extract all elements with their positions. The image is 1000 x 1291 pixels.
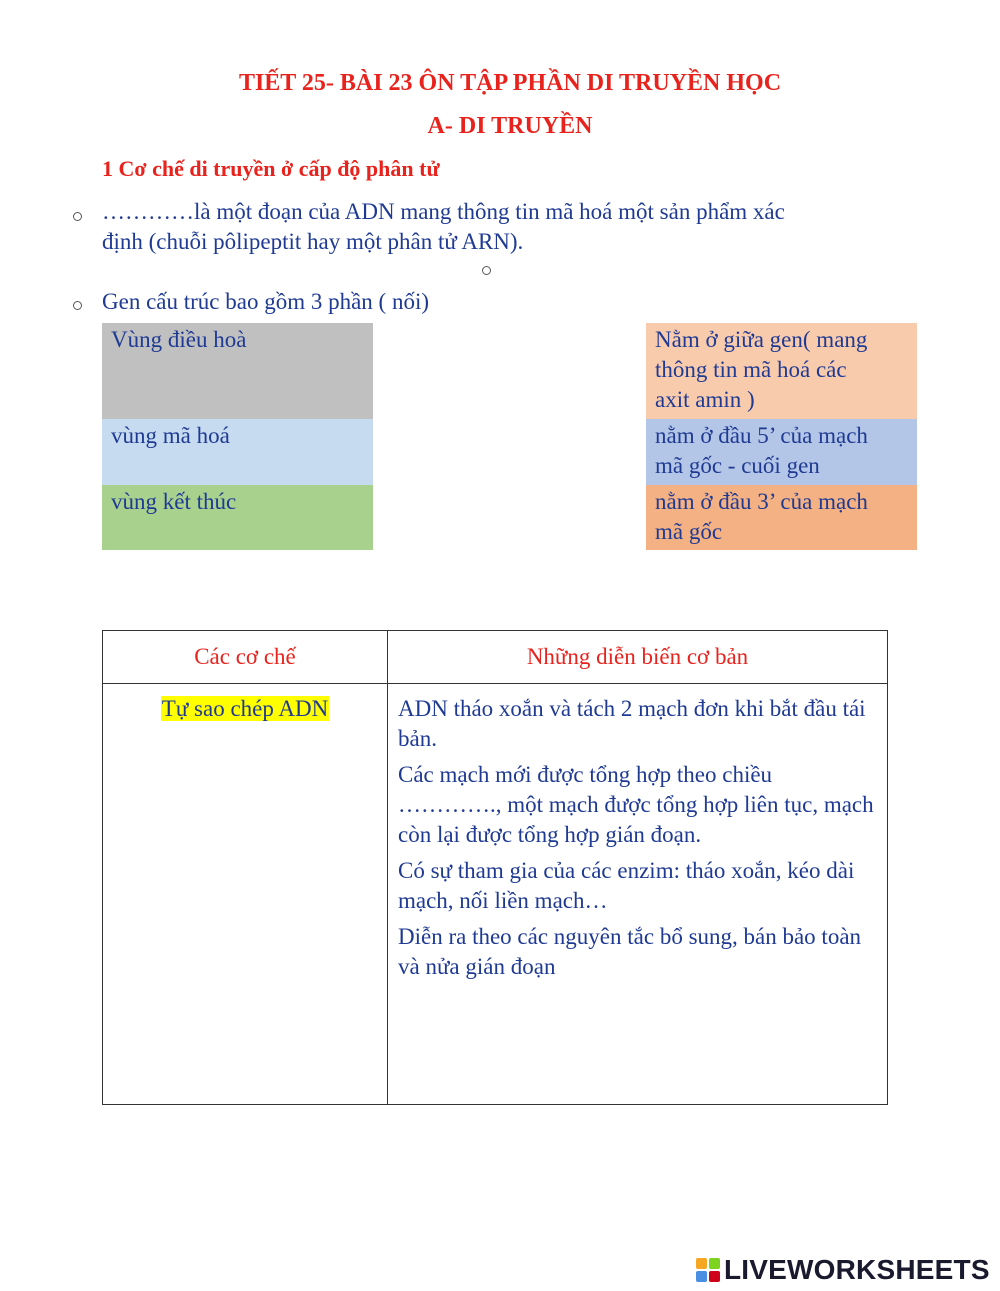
bullet-icon — [73, 212, 82, 221]
page-title: TIẾT 25- BÀI 23 ÔN TẬP PHẦN DI TRUYỀN HỌC — [238, 70, 782, 96]
question-structure: Gen cấu trúc bao gồm 3 phần ( nối) — [102, 289, 430, 314]
event-paragraph: ADN tháo xoắn và tách 2 mạch đơn khi bắt đầu tái bản. — [398, 696, 866, 751]
match-right-line: nằm ở đầu 3’ của mạch — [655, 489, 868, 514]
match-right-line: axit amin ) — [655, 387, 755, 412]
bullet-icon — [73, 301, 82, 310]
mechanism-label-highlighted: Tự sao chép ADN — [161, 696, 329, 721]
match-right-line: mã gốc - cuối gen — [655, 453, 820, 478]
page-subtitle: A- DI TRUYỀN — [427, 113, 593, 139]
table-header-row — [103, 631, 888, 684]
match-right-3prime[interactable] — [646, 485, 917, 550]
match-right-line: mã gốc — [655, 519, 723, 544]
table-cell-mechanism — [103, 684, 388, 1105]
match-right-middle[interactable] — [646, 323, 917, 419]
liveworksheets-brand: LIVEWORKSHEETS — [724, 1254, 990, 1285]
match-right-line: thông tin mã hoá các — [655, 357, 847, 382]
event-paragraph: Có sự tham gia của các enzim: tháo xoắn, kéo dài mạch, nối liền mạch… — [398, 858, 855, 913]
table-cell-events — [388, 684, 888, 1105]
match-right-5prime[interactable] — [646, 419, 917, 485]
table-header-mechanisms: Các cơ chế — [103, 631, 388, 684]
table-row — [103, 684, 888, 1105]
match-right-line: Nằm ở giữa gen( mang — [655, 327, 868, 352]
liveworksheets-logo — [696, 1255, 990, 1285]
match-left-termination[interactable]: vùng kết thúc — [102, 485, 373, 550]
event-paragraph: Diễn ra theo các nguyên tắc bổ sung, bán bảo toàn và nửa gián đoạn — [398, 924, 862, 979]
mechanisms-table — [102, 630, 888, 1105]
match-right-line: nằm ở đầu 5’ của mạch — [655, 423, 868, 448]
question-gene-line1: …………là một đoạn của ADN mang thông tin mã hoá một sản phẩm xác — [102, 199, 785, 224]
match-left-coding[interactable]: vùng mã hoá — [102, 419, 373, 485]
section-heading: 1 Cơ chế di truyền ở cấp độ phân tử — [102, 156, 440, 181]
liveworksheets-logo-icon — [696, 1258, 720, 1282]
event-paragraph: Các mạch mới được tổng hợp theo chiều …………., một mạch được tổng hợp liên tục, mạch còn lại được tổng hợp gián đoạn. — [398, 762, 874, 847]
bullet-icon — [482, 266, 491, 275]
match-left-regulatory[interactable]: Vùng điều hoà — [102, 323, 373, 419]
table-header-events: Những diễn biến cơ bản — [388, 631, 888, 684]
question-gene-line2: định (chuỗi pôlipeptit hay một phân tử ARN). — [102, 229, 524, 254]
